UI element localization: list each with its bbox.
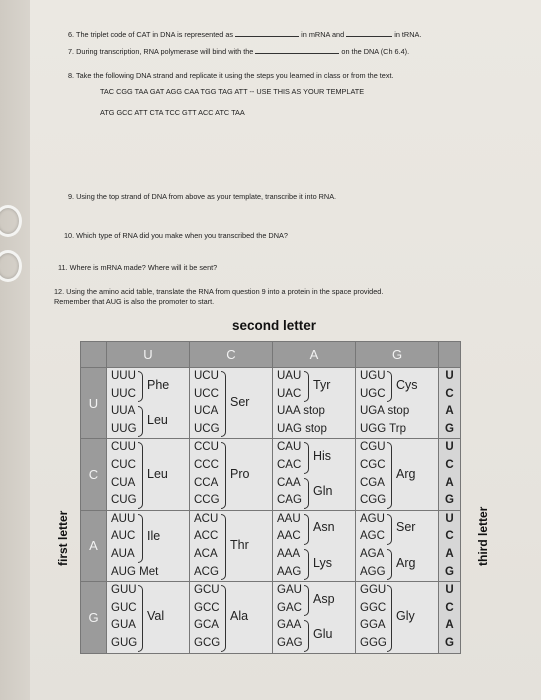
answer-blank[interactable] <box>255 53 339 54</box>
codon: GUG <box>111 636 138 649</box>
amino-acid: Phe <box>147 377 170 392</box>
second-letter-header: G <box>356 342 439 368</box>
codon: CAC <box>277 458 302 471</box>
codon: CGC <box>360 458 386 471</box>
codon-cell <box>273 368 356 439</box>
codon-group <box>360 421 406 439</box>
amino-acid: Ala <box>230 609 249 624</box>
codon: CUU <box>111 441 136 454</box>
codon: UAU <box>277 370 302 382</box>
brace <box>221 442 226 508</box>
codon: GGC <box>360 601 387 614</box>
second-letter-header: U <box>107 342 190 368</box>
codon: AUA <box>111 547 135 560</box>
codon-cell <box>190 439 273 510</box>
third-letter: A <box>445 405 454 418</box>
codon-group <box>111 403 137 438</box>
codon: ACU <box>194 512 219 525</box>
codon-group <box>277 439 301 474</box>
codon: GUC <box>111 601 137 614</box>
amino-acid: Tyr <box>313 377 331 392</box>
codon-group <box>277 582 302 617</box>
codon: GCA <box>194 619 219 632</box>
question-8: 8. Take the following DNA strand and replicate it using the steps you learned in class or from the text. <box>68 71 394 80</box>
amino-acid: Pro <box>230 466 250 481</box>
codon: GAG <box>277 636 303 649</box>
third-letter: C <box>445 530 454 543</box>
table-corner <box>439 342 461 368</box>
codon: AUC <box>111 530 136 543</box>
third-letter: G <box>445 636 454 649</box>
brace <box>304 549 309 580</box>
codon-group <box>111 582 137 652</box>
codon: AUG Met <box>111 565 159 578</box>
third-letter-cell <box>439 368 461 439</box>
codon: AGA <box>360 547 385 560</box>
codon: UAC <box>277 387 302 400</box>
codon: CCC <box>194 458 219 471</box>
codon: ACA <box>194 547 218 560</box>
codon: GCC <box>194 601 220 614</box>
amino-acid: Arg <box>396 555 416 570</box>
answer-blank[interactable] <box>235 36 299 37</box>
codon: AAA <box>277 547 301 560</box>
codon: CCA <box>194 476 219 489</box>
codon: UGU <box>360 370 386 382</box>
amino-acid: Leu <box>147 412 168 427</box>
codon: UCA <box>194 405 219 418</box>
brace <box>138 585 143 651</box>
codon-cell <box>356 439 439 510</box>
codon: UGG Trp <box>360 422 407 435</box>
codon-group <box>194 582 220 652</box>
codon: CAU <box>277 441 302 454</box>
third-letter-label: third letter <box>476 506 490 566</box>
codon-group <box>277 617 303 652</box>
codon: AUU <box>111 512 136 525</box>
codon-group <box>277 421 327 439</box>
codon-group <box>194 368 220 438</box>
codon: CUC <box>111 458 136 471</box>
codon-group <box>277 403 325 421</box>
answer-blank[interactable] <box>346 36 392 37</box>
codon: GCU <box>194 584 220 597</box>
codon: CGG <box>360 494 387 507</box>
codon: UCC <box>194 387 219 400</box>
codon: UAG stop <box>277 422 327 435</box>
third-letter: U <box>445 584 454 597</box>
question-7: 7. During transcription, RNA polymerase will bind with the on the DNA (Ch 6.4). <box>68 47 410 56</box>
amino-acid: His <box>313 448 332 463</box>
amino-acid: Lys <box>313 555 332 570</box>
codon: AAG <box>277 565 302 578</box>
third-letter: C <box>445 601 454 614</box>
codon: UUU <box>111 370 136 382</box>
question-9: 9. Using the top strand of DNA from above as your template, transcribe it into RNA. <box>68 192 337 201</box>
codon-group <box>194 439 220 509</box>
codon-cell <box>356 368 439 439</box>
third-letter: U <box>445 370 454 382</box>
codon-table <box>80 341 461 654</box>
brace <box>387 514 392 545</box>
brace <box>387 371 392 402</box>
amino-acid: Asn <box>313 520 335 535</box>
codon: UUG <box>111 422 137 435</box>
codon: CCU <box>194 441 219 454</box>
brace <box>221 371 226 437</box>
codon: GGU <box>360 584 387 597</box>
brace <box>138 442 143 508</box>
codon: GAU <box>277 584 302 597</box>
dna-template-strand: TAC CGG TAA GAT AGG CAA TGG TAG ATT -- USE THIS AS YOUR TEMPLATE <box>100 87 365 96</box>
brace <box>138 514 143 563</box>
codon-cell <box>190 510 273 581</box>
third-letter-cell <box>439 510 461 581</box>
brace <box>221 514 226 580</box>
codon: UGC <box>360 387 386 400</box>
codon-cell <box>273 510 356 581</box>
codon: AGU <box>360 512 385 525</box>
codon-group <box>111 439 137 509</box>
codon-group <box>277 511 301 546</box>
amino-acid: Gln <box>313 484 333 499</box>
brace <box>221 585 226 651</box>
first-letter-cell: U <box>81 368 107 439</box>
amino-acid: Ile <box>147 529 161 544</box>
codon: UAA stop <box>277 405 325 418</box>
codon: AGG <box>360 565 386 578</box>
amino-acid: Arg <box>396 466 416 481</box>
brace <box>387 549 392 580</box>
codon: ACG <box>194 565 219 578</box>
codon: UUA <box>111 405 136 418</box>
table-corner <box>81 342 107 368</box>
amino-acid: Leu <box>147 466 168 481</box>
codon-group <box>277 475 302 510</box>
codon-cell <box>356 582 439 653</box>
codon-cell <box>273 439 356 510</box>
codon-cell <box>107 582 190 653</box>
first-letter-label: first letter <box>56 510 70 566</box>
codon: AAU <box>277 512 301 525</box>
codon: GUA <box>111 619 136 632</box>
third-letter: C <box>445 387 454 400</box>
codon: CUG <box>111 494 137 507</box>
codon: UUC <box>111 387 136 400</box>
amino-acid: Cys <box>396 377 418 392</box>
third-letter: G <box>445 565 454 578</box>
amino-acid: Asp <box>313 591 335 606</box>
third-letter: A <box>445 476 454 489</box>
question-10: 10. Which type of RNA did you make when you transcribed the DNA? <box>64 231 288 240</box>
codon: CGA <box>360 476 385 489</box>
brace <box>138 371 143 402</box>
codon: AAC <box>277 530 301 543</box>
codon-group <box>111 511 135 564</box>
brace <box>387 442 392 508</box>
codon: CCG <box>194 494 220 507</box>
codon: GGA <box>360 619 386 632</box>
codon-group <box>360 546 386 581</box>
codon: CAG <box>277 494 302 507</box>
amino-acid: Thr <box>230 537 249 552</box>
codon: GUU <box>111 584 137 597</box>
codon-group <box>360 403 409 421</box>
codon-cell <box>190 368 273 439</box>
codon: CUA <box>111 476 136 489</box>
brace <box>304 514 309 545</box>
brace <box>304 585 309 616</box>
codon-group <box>111 564 158 582</box>
codon-cell <box>107 510 190 581</box>
codon: CAA <box>277 476 301 489</box>
codon-group <box>194 511 219 581</box>
codon-group <box>360 439 386 509</box>
question-12: 12. Using the amino acid table, translate the RNA from question 9 into a protein in the space provided. <box>54 287 384 296</box>
codon-cell <box>273 582 356 653</box>
third-letter: G <box>445 422 454 435</box>
codon: GCG <box>194 636 221 649</box>
question-11: 11. Where is mRNA made? Where will it be sent? <box>58 263 218 272</box>
codon-cell <box>107 368 190 439</box>
third-letter: A <box>445 547 454 560</box>
codon: UCG <box>194 422 220 435</box>
codon: ACC <box>194 530 219 543</box>
second-letter-header: A <box>273 342 356 368</box>
codon-cell <box>356 510 439 581</box>
third-letter: C <box>445 458 454 471</box>
third-letter: G <box>445 494 454 507</box>
first-letter-cell: C <box>81 439 107 510</box>
first-letter-cell: A <box>81 510 107 581</box>
amino-acid: Glu <box>313 626 333 641</box>
codon-group <box>277 546 301 581</box>
second-letter-title: second letter <box>232 318 317 333</box>
codon-group <box>360 582 387 652</box>
brace <box>387 585 392 651</box>
dna-complement-strand: ATG GCC ATT CTA TCC GTT ACC ATC TAA <box>100 108 245 117</box>
codon: AGC <box>360 530 385 543</box>
amino-acid: Gly <box>396 609 415 624</box>
codon: UCU <box>194 370 219 382</box>
codon-group <box>360 511 385 546</box>
question-12-note: Remember that AUG is also the promoter to start. <box>54 297 215 306</box>
third-letter: A <box>445 619 454 632</box>
brace <box>138 406 143 437</box>
codon-group <box>111 368 136 403</box>
codon: UGA stop <box>360 405 410 418</box>
codon-cell <box>190 582 273 653</box>
third-letter: U <box>445 441 454 454</box>
second-letter-header: C <box>190 342 273 368</box>
brace <box>304 478 309 509</box>
amino-acid: Ser <box>396 520 416 535</box>
brace <box>304 371 309 402</box>
third-letter-cell <box>439 582 461 653</box>
third-letter: U <box>445 512 454 525</box>
amino-acid: Ser <box>230 395 250 410</box>
third-letter-cell <box>439 439 461 510</box>
codon-group <box>360 368 386 403</box>
brace <box>304 442 309 473</box>
codon: GAA <box>277 619 302 632</box>
question-6: 6. The triplet code of CAT in DNA is represented as in mRNA and in tRNA. <box>68 30 422 39</box>
codon: GAC <box>277 601 302 614</box>
codon-group <box>277 368 301 403</box>
codon: CGU <box>360 441 386 454</box>
brace <box>304 620 309 651</box>
first-letter-cell: G <box>81 582 107 653</box>
codon-cell <box>107 439 190 510</box>
amino-acid: Val <box>147 609 165 624</box>
codon: GGG <box>360 636 387 649</box>
